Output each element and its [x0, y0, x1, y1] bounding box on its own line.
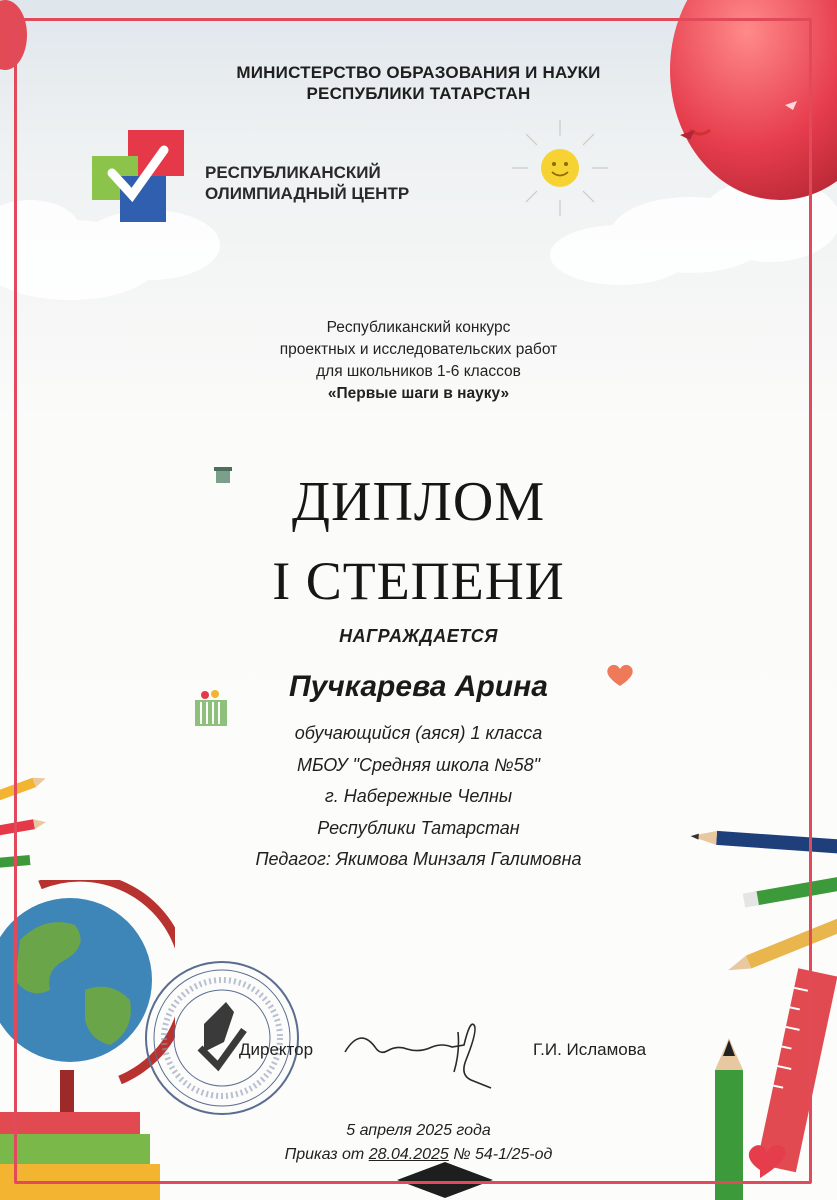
contest-info	[0, 317, 837, 405]
contest-line-2: проектных и исследовательских работ	[279, 341, 558, 358]
school-name: МБОУ "Средняя школа №58"	[296, 754, 541, 775]
winner-details	[0, 718, 837, 876]
winner-name: Пучкарева Арина	[289, 670, 548, 703]
city-name: г. Набережные Челны	[324, 786, 513, 806]
order-date: 28.04.2025	[368, 1146, 449, 1163]
contest-line-3: для школьников 1-6 классов	[316, 363, 521, 380]
center-line-2: ОЛИМПИАДНЫЙ ЦЕНТР	[205, 184, 410, 203]
ministry-line-1: МИНИСТЕРСТВО ОБРАЗОВАНИЯ И НАУКИ	[236, 63, 601, 82]
order-number: № 54-1/25-од	[453, 1146, 553, 1163]
teacher-name: Педагог: Якимова Минзаля Галимовна	[255, 849, 582, 869]
order-line	[0, 1146, 837, 1164]
region-name: Республики Татарстан	[317, 817, 520, 838]
director-label: Директор	[239, 1040, 314, 1059]
olympiad-center-name	[205, 162, 409, 204]
contest-name: «Первые шаги в науку»	[327, 385, 510, 402]
director-name: Г.И. Исламова	[533, 1040, 647, 1059]
ministry-header	[0, 62, 837, 104]
diploma-degree: I СТЕПЕНИ	[272, 551, 565, 611]
student-class: обучающийся (аяся) 1 класса	[294, 723, 543, 743]
awarded-label: НАГРАЖДАЕТСЯ	[339, 626, 498, 646]
contest-line-1: Республиканский конкурс	[326, 319, 511, 336]
issue-date: 5 апреля 2025 года	[346, 1122, 491, 1139]
order-prefix: Приказ от	[284, 1146, 365, 1163]
ministry-line-2: РЕСПУБЛИКИ ТАТАРСТАН	[306, 84, 531, 103]
diploma-title: ДИПЛОМ	[291, 471, 546, 533]
center-line-1: РЕСПУБЛИКАНСКИЙ	[205, 163, 381, 182]
